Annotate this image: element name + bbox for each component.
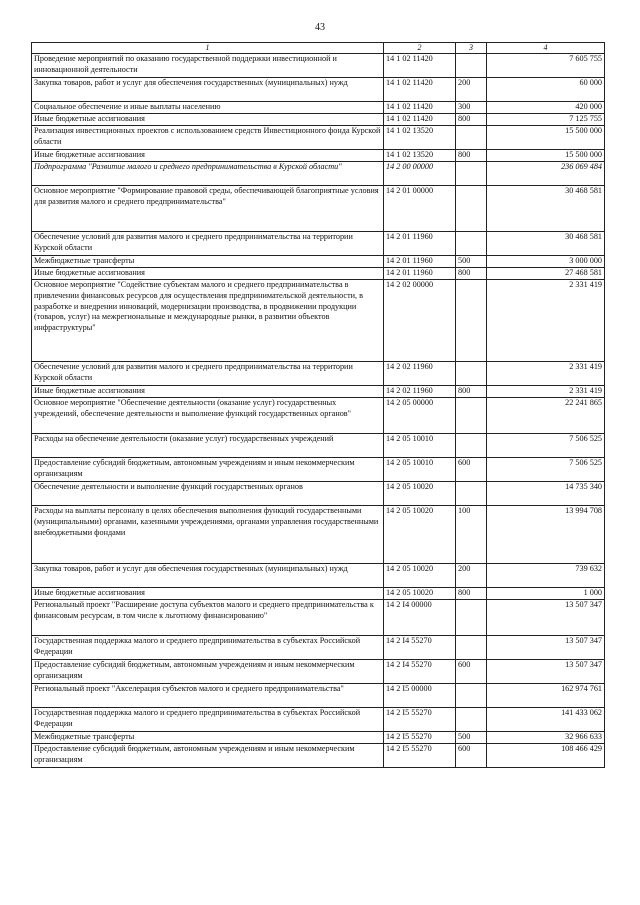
- row-type-cell: 800: [456, 386, 487, 398]
- row-amount-cell: 739 632: [487, 564, 605, 588]
- row-type-cell: [456, 232, 487, 256]
- row-type-cell: [456, 362, 487, 386]
- row-amount-cell: 7 506 525: [487, 434, 605, 458]
- budget-table: [31, 42, 605, 768]
- row-amount-cell: 236 069 484: [487, 162, 605, 186]
- table-row: [32, 186, 605, 232]
- row-amount-cell: 420 000: [487, 102, 605, 114]
- row-type-cell: 800: [456, 588, 487, 600]
- column-header: 3: [456, 43, 487, 54]
- row-name-cell: Основное мероприятие "Содействие субъектам малого и среднего предпринимательства в привлечении финансовых ресурсов для осуществления предпринимательской деятельности, в разработке и внедрении инноваций, модернизации производства, в продвижении продукции (товаров, услуг) на межрегиональные и международные рынки, в развитии объектов инфраструктуры": [32, 280, 384, 362]
- row-amount-cell: 1 000: [487, 588, 605, 600]
- row-name-cell: Иные бюджетные ассигнования: [32, 114, 384, 126]
- row-code-cell: 14 2 05 00000: [384, 398, 456, 434]
- row-type-cell: 300: [456, 102, 487, 114]
- row-code-cell: 14 2 I4 00000: [384, 600, 456, 636]
- row-code-cell: 14 2 01 11960: [384, 232, 456, 256]
- row-code-cell: 14 2 05 10020: [384, 564, 456, 588]
- table-row: [32, 78, 605, 102]
- row-amount-cell: 108 466 429: [487, 744, 605, 768]
- row-type-cell: [456, 434, 487, 458]
- row-type-cell: [456, 636, 487, 660]
- row-code-cell: 14 1 02 13520: [384, 150, 456, 162]
- table-row: [32, 564, 605, 588]
- row-type-cell: 500: [456, 732, 487, 744]
- row-amount-cell: 3 000 000: [487, 256, 605, 268]
- row-type-cell: 500: [456, 256, 487, 268]
- row-name-cell: Региональный проект "Акселерация субъектов малого и среднего предпринимательства": [32, 684, 384, 708]
- table-row: [32, 102, 605, 114]
- row-code-cell: 14 2 05 10010: [384, 434, 456, 458]
- row-amount-cell: 60 000: [487, 78, 605, 102]
- row-type-cell: [456, 708, 487, 732]
- table-row: [32, 280, 605, 362]
- row-name-cell: Государственная поддержка малого и среднего предпринимательства в субъектах Российской Федерации: [32, 636, 384, 660]
- row-amount-cell: 15 500 000: [487, 150, 605, 162]
- row-amount-cell: 141 433 062: [487, 708, 605, 732]
- column-header: 1: [32, 43, 384, 54]
- row-type-cell: 200: [456, 78, 487, 102]
- row-code-cell: 14 1 02 11420: [384, 102, 456, 114]
- row-code-cell: 14 2 05 10020: [384, 588, 456, 600]
- row-name-cell: Проведение мероприятий по оказанию государственной поддержки инвестиционной и инновационной деятельности: [32, 54, 384, 78]
- row-amount-cell: 32 966 633: [487, 732, 605, 744]
- row-type-cell: 600: [456, 744, 487, 768]
- row-name-cell: Обеспечение деятельности и выполнение функций государственных органов: [32, 482, 384, 506]
- row-name-cell: Межбюджетные трансферты: [32, 732, 384, 744]
- row-code-cell: 14 1 02 11420: [384, 114, 456, 126]
- row-type-cell: [456, 126, 487, 150]
- row-name-cell: Основное мероприятие "Формирование правовой среды, обеспечивающей благоприятные условия для развития малого и среднего предпринимательства": [32, 186, 384, 232]
- row-type-cell: 800: [456, 150, 487, 162]
- row-type-cell: [456, 600, 487, 636]
- row-type-cell: 200: [456, 564, 487, 588]
- row-name-cell: Основное мероприятие "Обеспечение деятельности (оказание услуг) государственных учреждений, обеспечение деятельности и выполнение функций государственных органов": [32, 398, 384, 434]
- row-name-cell: Закупка товаров, работ и услуг для обеспечения государственных (муниципальных) нужд: [32, 78, 384, 102]
- row-code-cell: 14 2 05 10010: [384, 458, 456, 482]
- row-type-cell: [456, 684, 487, 708]
- row-type-cell: 600: [456, 458, 487, 482]
- table-row: [32, 126, 605, 150]
- row-amount-cell: 13 994 708: [487, 506, 605, 564]
- row-amount-cell: 2 331 419: [487, 280, 605, 362]
- row-amount-cell: 13 507 347: [487, 660, 605, 684]
- row-amount-cell: 30 468 581: [487, 232, 605, 256]
- table-row: [32, 162, 605, 186]
- table-row: [32, 150, 605, 162]
- row-amount-cell: 30 468 581: [487, 186, 605, 232]
- table-row: [32, 268, 605, 280]
- row-amount-cell: 15 500 000: [487, 126, 605, 150]
- row-name-cell: Обеспечение условий для развития малого и среднего предпринимательства на территории Курской области: [32, 232, 384, 256]
- row-code-cell: 14 2 I5 55270: [384, 708, 456, 732]
- row-type-cell: [456, 398, 487, 434]
- row-type-cell: [456, 186, 487, 232]
- row-code-cell: 14 2 I5 00000: [384, 684, 456, 708]
- row-name-cell: Социальное обеспечение и иные выплаты населению: [32, 102, 384, 114]
- row-type-cell: [456, 162, 487, 186]
- table-body: [32, 54, 605, 768]
- row-code-cell: 14 2 02 11960: [384, 386, 456, 398]
- row-code-cell: 14 2 I4 55270: [384, 636, 456, 660]
- table-row: [32, 482, 605, 506]
- table-row: [32, 362, 605, 386]
- table-row: [32, 434, 605, 458]
- row-amount-cell: 22 241 865: [487, 398, 605, 434]
- row-amount-cell: 2 331 419: [487, 386, 605, 398]
- column-header: 4: [487, 43, 605, 54]
- row-name-cell: Иные бюджетные ассигнования: [32, 150, 384, 162]
- row-name-cell: Подпрограмма "Развитие малого и среднего предпринимательства в Курской области": [32, 162, 384, 186]
- row-amount-cell: 13 507 347: [487, 600, 605, 636]
- row-type-cell: [456, 482, 487, 506]
- page-number: 43: [315, 22, 325, 33]
- table-row: [32, 636, 605, 660]
- row-code-cell: 14 2 01 00000: [384, 186, 456, 232]
- row-code-cell: 14 2 01 11960: [384, 268, 456, 280]
- row-name-cell: Обеспечение условий для развития малого и среднего предпринимательства на территории Курской области: [32, 362, 384, 386]
- table-row: [32, 232, 605, 256]
- table-row: [32, 398, 605, 434]
- row-code-cell: 14 2 02 00000: [384, 280, 456, 362]
- table-row: [32, 386, 605, 398]
- table-row: [32, 744, 605, 768]
- table-header-row: [32, 43, 605, 54]
- row-name-cell: Предоставление субсидий бюджетным, автономным учреждениям и иным некоммерческим организациям: [32, 458, 384, 482]
- row-code-cell: 14 1 02 13520: [384, 126, 456, 150]
- row-code-cell: 14 2 I5 55270: [384, 732, 456, 744]
- row-name-cell: Иные бюджетные ассигнования: [32, 268, 384, 280]
- row-type-cell: 100: [456, 506, 487, 564]
- row-amount-cell: 7 125 755: [487, 114, 605, 126]
- row-name-cell: Реализация инвестиционных проектов с использованием средств Инвестиционного фонда Курской области: [32, 126, 384, 150]
- row-amount-cell: 2 331 419: [487, 362, 605, 386]
- row-type-cell: [456, 54, 487, 78]
- row-code-cell: 14 2 02 11960: [384, 362, 456, 386]
- row-name-cell: Иные бюджетные ассигнования: [32, 386, 384, 398]
- row-code-cell: 14 2 I5 55270: [384, 744, 456, 768]
- table-row: [32, 114, 605, 126]
- row-name-cell: Иные бюджетные ассигнования: [32, 588, 384, 600]
- table-row: [32, 600, 605, 636]
- row-code-cell: 14 2 05 10020: [384, 506, 456, 564]
- row-type-cell: 800: [456, 268, 487, 280]
- row-code-cell: 14 2 I4 55270: [384, 660, 456, 684]
- table-row: [32, 708, 605, 732]
- row-amount-cell: 162 974 761: [487, 684, 605, 708]
- row-code-cell: 14 2 05 10020: [384, 482, 456, 506]
- table-row: [32, 54, 605, 78]
- row-amount-cell: 7 605 755: [487, 54, 605, 78]
- row-code-cell: 14 1 02 11420: [384, 54, 456, 78]
- row-name-cell: Региональный проект "Расширение доступа субъектов малого и среднего предпринимательства к финансовым ресурсам, в том числе к льготному финансированию": [32, 600, 384, 636]
- row-amount-cell: 7 506 525: [487, 458, 605, 482]
- row-amount-cell: 14 735 340: [487, 482, 605, 506]
- row-name-cell: Закупка товаров, работ и услуг для обеспечения государственных (муниципальных) нужд: [32, 564, 384, 588]
- table-row: [32, 588, 605, 600]
- row-name-cell: Расходы на обеспечение деятельности (оказание услуг) государственных учреждений: [32, 434, 384, 458]
- row-amount-cell: 27 468 581: [487, 268, 605, 280]
- table-row: [32, 732, 605, 744]
- table-row: [32, 458, 605, 482]
- table-row: [32, 684, 605, 708]
- row-type-cell: 600: [456, 660, 487, 684]
- row-code-cell: 14 1 02 11420: [384, 78, 456, 102]
- row-amount-cell: 13 507 347: [487, 636, 605, 660]
- row-name-cell: Предоставление субсидий бюджетным, автономным учреждениям и иным некоммерческим организациям: [32, 744, 384, 768]
- row-name-cell: Предоставление субсидий бюджетным, автономным учреждениям и иным некоммерческим организациям: [32, 660, 384, 684]
- row-code-cell: 14 2 00 00000: [384, 162, 456, 186]
- table-row: [32, 660, 605, 684]
- table-row: [32, 506, 605, 564]
- table-row: [32, 256, 605, 268]
- row-name-cell: Государственная поддержка малого и среднего предпринимательства в субъектах Российской Федерации: [32, 708, 384, 732]
- column-header: 2: [384, 43, 456, 54]
- row-type-cell: [456, 280, 487, 362]
- row-name-cell: Расходы на выплаты персоналу в целях обеспечения выполнения функций государственными (муниципальными) органами, казенными учреждениями, органами управления государственными внебюджетными фондами: [32, 506, 384, 564]
- row-code-cell: 14 2 01 11960: [384, 256, 456, 268]
- row-name-cell: Межбюджетные трансферты: [32, 256, 384, 268]
- row-type-cell: 800: [456, 114, 487, 126]
